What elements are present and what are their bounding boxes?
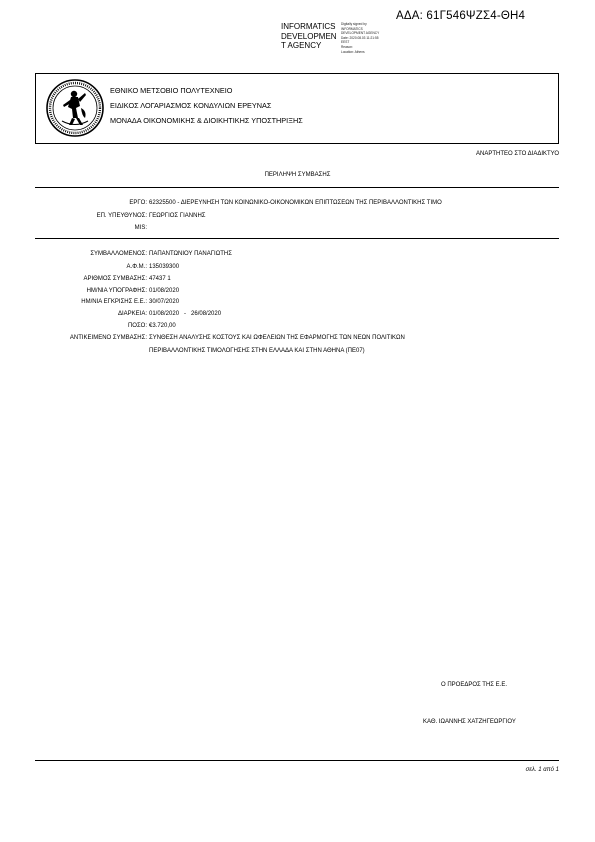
signatory-role: Ο ΠΡΟΕΔΡΟΣ ΤΗΣ Ε.Ε. — [441, 682, 507, 688]
divider — [35, 187, 559, 188]
contract-number-value: 47437 1 — [149, 276, 171, 282]
project-label: ΕΡΓΟ: — [129, 200, 147, 206]
tax-id-label: Α.Φ.Μ.: — [126, 264, 147, 270]
signing-date-value: 01/08/2020 — [149, 288, 180, 294]
institution-name: ΕΘΝΙΚΟ ΜΕΤΣΟΒΙΟ ΠΟΛΥΤΕΧΝΕΙΟ — [110, 86, 233, 95]
signature-detail-line: Digitally signed by — [341, 22, 367, 26]
signature-detail-line: Date: 2020.08.03 11:21:55 — [341, 35, 379, 40]
agency-line: INFORMATICS — [281, 22, 336, 31]
approval-date-label: ΗΜ/ΝΙΑ ΕΓΚΡΙΣΗΣ Ε.Ε.: — [81, 299, 147, 305]
project-value: 62325500 - ΔΙΕΡΕΥΝΗΣΗ ΤΩΝ ΚΟΙΝΩΝΙΚΟ-ΟΙΚΟΝΟΜΙΚΩΝ ΕΠΙΠΤΩΣΕΩΝ ΤΗΣ ΠΕΡΙΒΑΛΛΟΝΤΙΚΗΣ ΤΙΜΟ — [149, 200, 442, 206]
signature-detail-line: Reason: — [341, 44, 353, 49]
signatory-name: ΚΑΘ. ΙΩΑΝΝΗΣ ΧΑΤΖΗΓΕΩΡΓΙΟΥ — [423, 719, 516, 725]
agency-line: DEVELOPMEN — [281, 31, 337, 41]
page-number: σελ. 1 από 1 — [525, 767, 559, 773]
signing-date-label: ΗΜ/ΝΙΑ ΥΠΟΓΡΑΦΗΣ: — [86, 288, 147, 294]
signature-detail-line: Location: Athens — [341, 49, 365, 54]
signature-detail-line: INFORMATICS — [341, 26, 363, 31]
contract-number-label: ΑΡΙΘΜΟΣ ΣΥΜΒΑΣΗΣ: — [83, 276, 147, 282]
approval-date-value: 30/07/2020 — [149, 299, 180, 305]
contractor-label: ΣΥΜΒΑΛΛΟΜΕΝΟΣ: — [90, 251, 147, 257]
duration-label: ΔΙΑΡΚΕΙΑ: — [117, 311, 147, 317]
ada-code: ΑΔΑ: 61Γ546ΨΖΣ4-ΘΗ4 — [396, 10, 526, 22]
subject-value: ΣΥΝΘΕΣΗ ΑΝΑΛΥΣΗΣ ΚΟΣΤΟΥΣ ΚΑΙ ΩΦΕΛΕΙΩΝ ΤΗΣ ΕΦΑΡΜΟΓΗΣ ΤΩΝ ΝΕΩΝ ΠΟΛΙΤΙΚΩΝ — [149, 335, 405, 341]
digital-signature-details — [341, 22, 399, 54]
agency-line: T AGENCY — [281, 41, 322, 51]
document-title: ΠΕΡΙΛΗΨΗ ΣΥΜΒΑΣΗΣ — [264, 172, 331, 178]
supervisor-label: ΕΠ. ΥΠΕΥΘΥΝΟΣ: — [96, 213, 147, 219]
university-seal-logo — [45, 78, 105, 138]
amount-label: ΠΟΣΟ: — [127, 323, 147, 329]
contractor-value: ΠΑΠΑΝΤΩΝΙΟΥ ΠΑΝΑΓΙΩΤΗΣ — [149, 251, 232, 257]
subject-value-continued: ΠΕΡΙΒΑΛΛΟΝΤΙΚΗΣ ΤΙΜΟΛΟΓΗΣΗΣ ΣΤΗΝ ΕΛΛΑΔΑ ΚΑΙ ΣΤΗΝ ΑΘΗΝΑ (ΠΕ07) — [149, 348, 365, 354]
tax-id-value: 135039300 — [149, 264, 180, 270]
posting-notice: ΑΝΑΡΤΗΤΕΟ ΣΤΟ ΔΙΑΔΙΚΤΥΟ — [476, 151, 559, 157]
footer-divider — [35, 760, 559, 761]
duration-value: 01/08/2020 - 26/08/2020 — [149, 311, 222, 317]
unit-name: ΜΟΝΑΔΑ ΟΙΚΟΝΟΜΙΚΗΣ & ΔΙΟΙΚΗΤΙΚΗΣ ΥΠΟΣΤΗΡΙΞΗΣ — [110, 116, 303, 125]
amount-value: €3.720,00 — [149, 323, 176, 329]
signing-agency — [281, 22, 341, 51]
signature-detail-line: DEVELOPMENT AGENCY — [341, 31, 380, 36]
subject-label: ΑΝΤΙΚΕΙΜΕΝΟ ΣΥΜΒΑΣΗΣ: — [69, 335, 147, 341]
account-name: ΕΙΔΙΚΟΣ ΛΟΓΑΡΙΑΣΜΟΣ ΚΟΝΔΥΛΙΩΝ ΕΡΕΥΝΑΣ — [110, 101, 272, 110]
divider — [35, 238, 559, 239]
mis-label: MIS: — [134, 225, 147, 231]
supervisor-value: ΓΕΩΡΓΙΟΣ ΓΙΑΝΝΗΣ — [149, 213, 206, 219]
signature-detail-line: EEST — [341, 40, 350, 45]
